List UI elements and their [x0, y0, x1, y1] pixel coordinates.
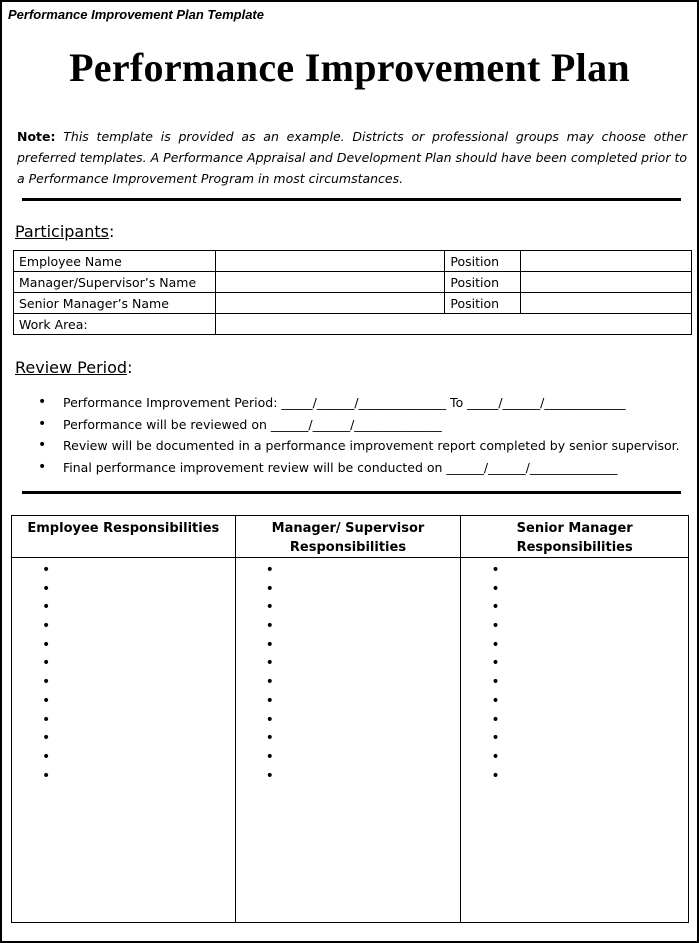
note-label: Note	[17, 129, 51, 144]
position-label: Position	[445, 251, 521, 272]
participant-label: Senior Manager’s Name	[14, 293, 216, 314]
responsibilities-table	[11, 515, 689, 923]
bullet: •	[265, 580, 274, 597]
column-header-employee: Employee Responsibilities	[12, 516, 236, 558]
employee-name-field[interactable]	[215, 251, 445, 272]
document-label: Performance Improvement Plan Template	[8, 7, 264, 22]
bullet: •	[42, 618, 51, 635]
list-item: • Performance Improvement Period: _____/______/______________ To _____/______/_____________	[38, 392, 680, 414]
bullet: •	[42, 655, 51, 672]
bullet: •	[491, 692, 500, 709]
bullet: •	[42, 562, 51, 578]
list-item: • Final performance improvement review will be conducted on ______/______/______________	[38, 457, 680, 479]
bullet-list	[12, 558, 235, 785]
bullet: •	[265, 730, 274, 747]
note-paragraph: Note: This template is provided as an example. Districts or professional groups may choose other preferred templates. A Performance Appraisal and Development Plan should have been completed prior to a Performance Improvement Program in most circumstances.	[17, 129, 687, 186]
bullet: •	[491, 748, 500, 765]
senior-manager-responsibilities-cell[interactable]	[461, 558, 689, 923]
work-area-field[interactable]	[215, 314, 691, 335]
bullet: •	[265, 618, 274, 635]
bullet: •	[265, 767, 274, 784]
participant-label: Work Area:	[14, 314, 216, 335]
position-label: Position	[445, 293, 521, 314]
bullet: •	[265, 692, 274, 709]
note-text: This template is provided as an example. Districts or professional groups may choose other preferred templates. A Performance Appraisal and Development Plan should have been completed prior to a Performance Improvement Program in most circumstances.	[17, 129, 687, 186]
list-item: • Performance will be reviewed on ______/______/______________	[38, 414, 680, 436]
bullet: •	[265, 599, 274, 616]
bullet: •	[42, 692, 51, 709]
manager-position-field[interactable]	[521, 272, 692, 293]
bullet: •	[491, 580, 500, 597]
bullet-list	[236, 558, 461, 785]
list-item: • Review will be documented in a performance improvement report completed by senior supervisor.	[38, 435, 680, 457]
page-title: Performance Improvement Plan	[69, 45, 630, 90]
participant-label: Employee Name	[14, 251, 216, 272]
manager-responsibilities-cell[interactable]	[235, 558, 461, 923]
bullet: •	[491, 767, 500, 784]
bullet: •	[491, 562, 500, 578]
bullet: •	[42, 711, 51, 728]
bullet: •	[265, 711, 274, 728]
bullet: •	[265, 636, 274, 653]
bullet: •	[265, 655, 274, 672]
bullet: •	[265, 674, 274, 691]
bullet: •	[265, 562, 274, 578]
review-period-list	[38, 392, 680, 478]
employee-position-field[interactable]	[521, 251, 692, 272]
position-label: Position	[445, 272, 521, 293]
bullet: •	[491, 636, 500, 653]
participant-row	[14, 314, 692, 335]
column-header-senior-manager: Senior Manager Responsibilities	[461, 516, 689, 558]
bullet: •	[42, 636, 51, 653]
bullet: •	[265, 748, 274, 765]
bullet: •	[491, 711, 500, 728]
senior-manager-name-field[interactable]	[215, 293, 445, 314]
divider	[22, 198, 681, 201]
employee-responsibilities-cell[interactable]	[12, 558, 236, 923]
bullet: •	[491, 674, 500, 691]
senior-manager-position-field[interactable]	[521, 293, 692, 314]
bullet: •	[42, 748, 51, 765]
participant-row	[14, 272, 692, 293]
participants-table	[13, 250, 692, 335]
manager-name-field[interactable]	[215, 272, 445, 293]
bullet: •	[42, 599, 51, 616]
participant-row	[14, 251, 692, 272]
bullet: •	[491, 618, 500, 635]
review-period-heading: Review Period:	[15, 358, 133, 377]
participants-heading: Participants:	[15, 222, 115, 241]
participant-label: Manager/Supervisor’s Name	[14, 272, 216, 293]
bullet: •	[491, 599, 500, 616]
participant-row	[14, 293, 692, 314]
bullet: •	[42, 730, 51, 747]
bullet: •	[491, 655, 500, 672]
divider	[22, 491, 681, 494]
bullet: •	[42, 767, 51, 784]
bullet: •	[491, 730, 500, 747]
bullet-list	[461, 558, 688, 785]
column-header-manager: Manager/ Supervisor Responsibilities	[235, 516, 461, 558]
bullet: •	[42, 580, 51, 597]
bullet: •	[42, 674, 51, 691]
